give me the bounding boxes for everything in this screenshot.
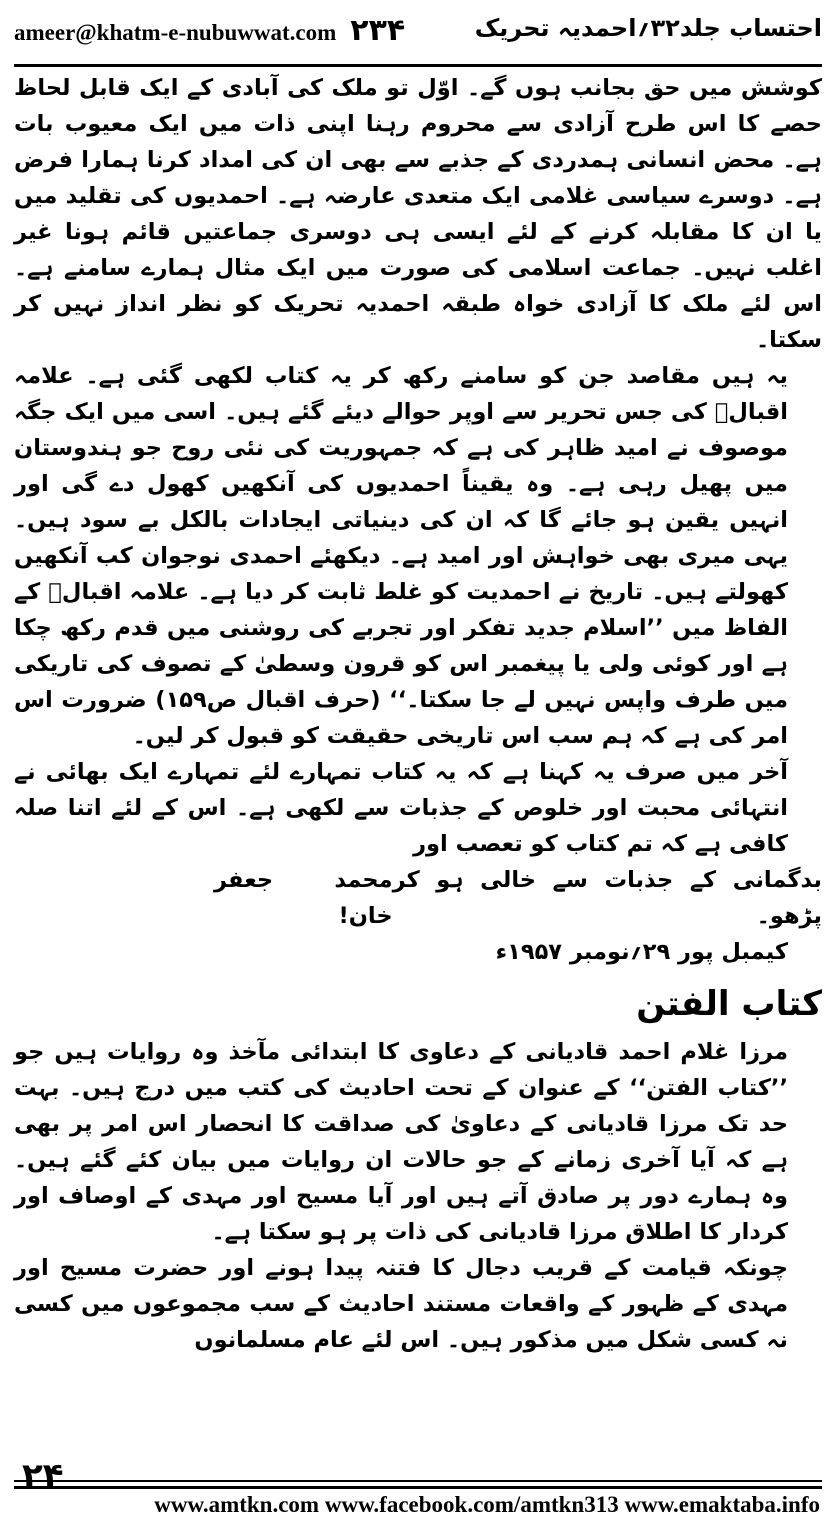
footer-links[interactable]: www.amtkn.com www.facebook.com/amtkn313 www.emaktaba.info [154,1492,820,1517]
body-paragraph: آخر میں صرف یہ کہنا ہے کہ یہ کتاب تمہارے لئے تمہارے ایک بھائی نے انتہائی محبت اور خلوص کے جذبات سے لکھی ہے۔ اس کے لئے اتنا صلہ کافی ہے کہ تم کتاب کو تعصب اور [14,759,788,857]
body-paragraph: کوشش میں حق بجانب ہوں گے۔ اوّل تو ملک کی آبادی کے ایک قابل لحاظ حصے کا اس طرح آزادی سے محروم رہنا اپنی ذات میں ایک معیوب بات ہے۔ محض انسانی ہمدردی کے جذبے سے بھی ان کی امداد کرنا ہمارا فرض ہے۔ دوسرے سیاسی غلامی ایک متعدی عارضہ ہے۔ احمدیوں کی تقلید میں یا ان کا مقابلہ کرنے کے لئے ایسی ہی دوسری جماعتیں قائم ہونا غیر اغلب نہیں۔ جماعت اسلامی کی صورت میں ایک مثال ہمارے سامنے ہے۔ اس لئے ملک کا آزادی خواہ طبقہ احمدیہ تحریک کو نظر انداز نہیں کر سکتا۔ [14,75,822,353]
header-left [14,13,406,48]
page-footer [14,1456,822,1522]
section-paragraph: چونکہ قیامت کے قریب دجال کا فتنہ پیدا ہونے اور حضرت مسیح اور مہدی کے ظہور کے واقعات مستند احادیث کے سب مجموعوں میں کسی نہ کسی شکل میں مذکور ہیں۔ اس لئے عام مسلمانوں [14,1255,788,1353]
place-date: کیمبل پور ۲۹؍نومبر ۱۹۵۷ء [495,939,788,965]
page-body [14,70,822,1358]
running-title: احتساب جلد۳۲؍احمدیہ تحریک [474,14,822,42]
section-heading: کتاب الفتن [636,984,822,1024]
body-paragraph: یہ ہیں مقاصد جن کو سامنے رکھ کر یہ کتاب لکھی گئی ہے۔ علامہ اقبالؒ کی جس تحریر سے اوپر حوالے دیئے گئے ہیں۔ اسی میں ایک جگہ موصوف نے امید ظاہر کی ہے کہ جمہوریت کی نئی روح جو ہندوستان میں پھیل رہی ہے۔ وہ یقیناً احمدیوں کی آنکھیں کھول دے گی اور انہیں یقین ہو جائے گا کہ ان کی دینیاتی ایجادات بالکل بے سود ہیں۔ یہی میری بھی خواہش اور امید ہے۔ دیکھئے احمدی نوجوان کب آنکھیں کھولتے ہیں۔ تاریخ نے احمدیت کو غلط ثابت کر دیا ہے۔ علامہ اقبالؒ کے الفاظ میں ’’اسلام جدید تفکر اور تجربے کی روشنی میں قدم رکھ چکا ہے اور کوئی ولی یا پیغمبر اس کو قرون وسطیٰ کے تصوف کی تاریکی میں طرف واپس نہیں لے جا سکتا۔‘‘ (حرف اقبال ص۱۵۹) ضرورت اس امر کی ہے کہ ہم سب اس تاریخی حقیقت کو قبول کر لیں۔ [14,363,788,749]
footer-folio: ۲۴ [22,1456,64,1496]
author-signature: محمد جعفر خان! [214,867,393,929]
header-page-number: ۲۳۴ [350,13,406,48]
closing-signature-line [14,862,822,934]
page-header [14,6,822,67]
header-email: ameer@khatm-e-nubuwwat.com [14,20,337,45]
section-paragraph: مرزا غلام احمد قادیانی کے دعاوی کا ابتدائی مآخذ وہ روایات ہیں جو ’’کتاب الفتن‘‘ کے عنوان کے تحت احادیث کی کتب میں درج ہیں۔ بہت حد تک مرزا قادیانی کے دعاویٰ کی صداقت کا انحصار اس امر پر بھی ہے کہ آیا آخری زمانے کے جو حالات ان روایات میں بیان کئے گئے ہیں۔ وہ ہمارے دور پر صادق آتے ہیں اور آیا مسیح اور مہدی کے اوصاف اور کردار کا اطلاق مرزا قادیانی کی ذات پر ہو سکتا ہے۔ [14,1039,788,1245]
closing-line: بدگمانی کے جذبات سے خالی ہو کر پڑھو۔ [392,867,822,929]
